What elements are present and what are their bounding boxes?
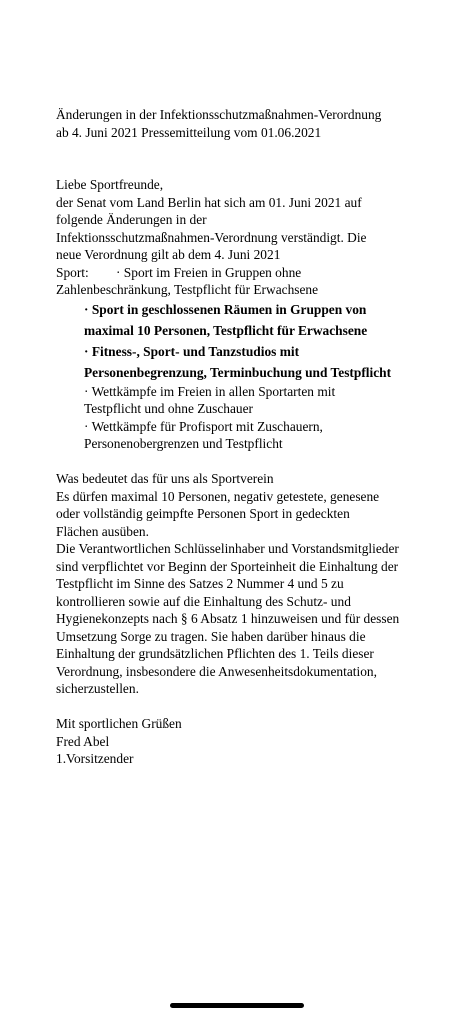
sport-item-text: · Sport im Freien in Gruppen ohne xyxy=(116,264,302,280)
club-line: oder vollständig geimpfte Personen Sport in gedeckten xyxy=(56,506,350,521)
document-body xyxy=(56,106,466,768)
sport-section-row xyxy=(56,264,466,282)
club-line: sicherzustellen. xyxy=(56,681,139,696)
club-line: Hygienekonzepts nach § 6 Absatz 1 hinzuweisen und für dessen xyxy=(56,611,400,626)
sport-item-text: maximal 10 Personen, Testpflicht für Erwachsene xyxy=(84,322,368,338)
home-indicator[interactable] xyxy=(170,1003,304,1008)
sport-item-text: Personenbegrenzung, Terminbuchung und Testpflicht xyxy=(84,364,392,380)
club-heading: Was bedeutet das für uns als Sportverein xyxy=(56,471,274,486)
document-heading-line: ab 4. Juni 2021 Pressemitteilung vom 01.06.2021 xyxy=(56,124,322,140)
sport-item-text: · Fitness-, Sport- und Tanzstudios mit xyxy=(84,343,300,359)
signature-name: Fred Abel xyxy=(56,733,110,749)
club-line: kontrollieren sowie auf die Einhaltung des Schutz- und xyxy=(56,593,351,609)
sport-item-text: · Wettkämpfe im Freien in allen Sportarten mit xyxy=(84,383,336,399)
spacer xyxy=(56,453,466,471)
intro-line: neue Verordnung gilt ab dem 4. Juni 2021 xyxy=(56,247,281,262)
intro-line: der Senat vom Land Berlin hat sich am 01. Juni 2021 auf xyxy=(56,194,362,210)
sport-item-text: · Wettkämpfe für Profisport mit Zuschauern, xyxy=(84,418,323,434)
sport-item-text: Personenobergrenzen und Testpflicht xyxy=(84,436,283,451)
sport-item-text: Testpflicht und ohne Zuschauer xyxy=(84,401,253,416)
club-line: Es dürfen maximal 10 Personen, negativ getestete, genesene xyxy=(56,488,380,504)
club-line: sind verpflichtet vor Beginn der Sporteinheit die Einhaltung der xyxy=(56,558,399,574)
spacer xyxy=(56,698,466,716)
closing: Mit sportlichen Grüßen xyxy=(56,716,182,731)
club-line: Die Verantwortlichen Schlüsselinhaber und Vorstandsmitglieder xyxy=(56,541,399,556)
greeting: Liebe Sportfreunde, xyxy=(56,177,164,192)
club-line: Verordnung, insbesondere die Anwesenheitsdokumentation, xyxy=(56,663,377,679)
intro-line: Infektionsschutzmaßnahmen-Verordnung verständigt. Die xyxy=(56,229,367,245)
club-line: Flächen ausüben. xyxy=(56,523,149,539)
club-line: Testpflicht im Sinne des Satzes 2 Nummer 4 und 5 zu xyxy=(56,576,344,591)
club-line: Einhaltung der grundsätzlichen Pflichten des 1. Teils dieser xyxy=(56,646,374,661)
document-heading-line: Änderungen in der Infektionsschutzmaßnahmen-Verordnung xyxy=(56,107,382,122)
sport-label: Sport: xyxy=(56,264,89,280)
sport-item-text: · Sport in geschlossenen Räumen in Gruppen von xyxy=(84,301,367,317)
spacer xyxy=(56,141,466,176)
intro-line: folgende Änderungen in der xyxy=(56,212,207,227)
sport-item-text: Zahlenbeschränkung, Testpflicht für Erwachsene xyxy=(56,282,319,297)
signature-title: 1.Vorsitzender xyxy=(56,751,134,766)
club-line: Umsetzung Sorge zu tragen. Sie haben darüber hinaus die xyxy=(56,628,366,644)
